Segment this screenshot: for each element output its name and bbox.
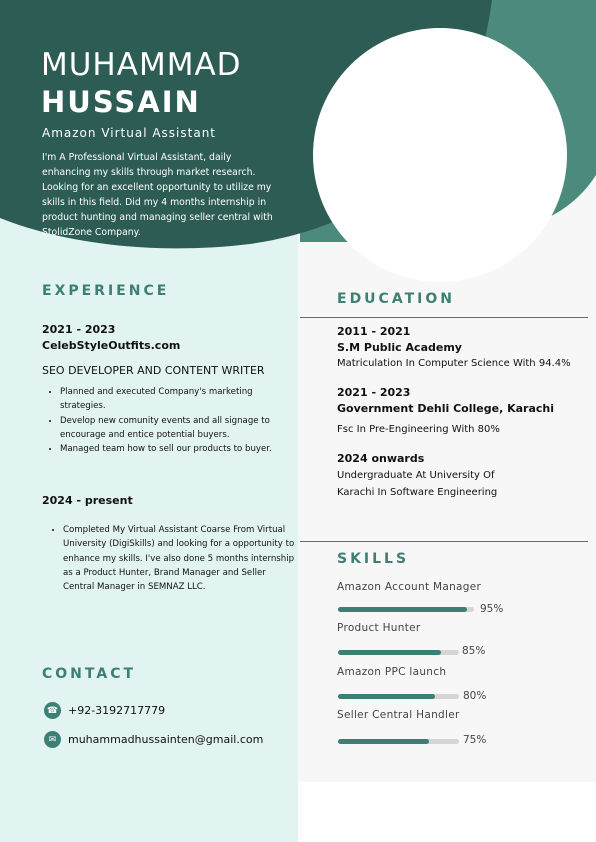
job-1-role: SEO DEVELOPER AND CONTENT WRITER bbox=[42, 364, 265, 377]
first-name: MUHAMMAD bbox=[41, 47, 242, 83]
edu-2-detail: Fsc In Pre-Engineering With 80% bbox=[337, 424, 500, 435]
last-name: HUSSAIN bbox=[41, 85, 201, 119]
list-item: • Completed My Virtual Assistant Coarse From Virtual University (DigiSkills) and looking for a opportunity to enhance my skills. I've also done 5 months internship as a Product Hunter, Brand Manager and Seller Central Manager in SEMNAZ LLC. bbox=[63, 523, 297, 594]
phone-icon: ☎ bbox=[44, 702, 61, 719]
contact-email-row bbox=[44, 731, 263, 748]
edu-3-period: 2024 onwards bbox=[337, 452, 425, 465]
list-item: • Managed team how to sell our products to buyer. bbox=[60, 442, 288, 456]
skill-4-track bbox=[338, 739, 459, 744]
skill-1-track bbox=[338, 607, 474, 612]
skill-1-fill bbox=[338, 607, 467, 612]
skill-3-fill bbox=[338, 694, 435, 699]
skill-4-fill bbox=[338, 739, 429, 744]
edu-1-school: S.M Public Academy bbox=[337, 341, 462, 354]
job-1-bullets bbox=[44, 385, 288, 456]
edu-1-detail: Matriculation In Computer Science With 94.4% bbox=[337, 358, 571, 369]
skill-3-percent: 80% bbox=[463, 690, 487, 702]
skills-heading: SKILLS bbox=[337, 551, 410, 567]
edu-2-school: Government Dehli College, Karachi bbox=[337, 402, 554, 415]
job-2-period: 2024 - present bbox=[42, 494, 133, 507]
skill-3-name: Amazon PPC launch bbox=[337, 666, 447, 678]
skill-2-percent: 85% bbox=[462, 645, 486, 657]
job-2-bullets bbox=[44, 523, 297, 594]
edu-2-period: 2021 - 2023 bbox=[337, 386, 411, 399]
job-1-period: 2021 - 2023 bbox=[42, 323, 116, 336]
edu-1-period: 2011 - 2021 bbox=[337, 325, 411, 338]
skill-2-name: Product Hunter bbox=[337, 622, 421, 634]
phone-number: +92-3192717779 bbox=[68, 704, 166, 717]
job-1-company: CelebStyleOutfits.com bbox=[42, 339, 181, 352]
skill-1-name: Amazon Account Manager bbox=[337, 581, 482, 593]
skill-3-track bbox=[338, 694, 459, 699]
skill-2-fill bbox=[338, 650, 441, 655]
about-text: I'm A Professional Virtual Assistant, daily enhancing my skills through market research. Looking for an excellent opportunity to utilize my skills in this field. Did my 4 months internship in product hunting and managing seller central with StolidZone Company. bbox=[42, 152, 273, 238]
education-divider bbox=[300, 317, 588, 318]
experience-heading: EXPERIENCE bbox=[42, 283, 170, 299]
skill-4-percent: 75% bbox=[463, 734, 487, 746]
contact-phone-row bbox=[44, 702, 165, 719]
list-item: • Planned and executed Company's marketing strategies. bbox=[60, 385, 288, 414]
job-title: Amazon Virtual Assistant bbox=[42, 126, 217, 140]
skill-1-percent: 95% bbox=[480, 603, 504, 615]
contact-heading: CONTACT bbox=[42, 666, 137, 682]
edu-3-detail-line-2: Karachi In Software Engineering bbox=[337, 487, 498, 498]
edu-3-detail-line-1: Undergraduate At University Of bbox=[337, 470, 495, 481]
education-heading: EDUCATION bbox=[337, 291, 455, 307]
profile-photo-placeholder bbox=[313, 28, 567, 282]
skill-4-name: Seller Central Handler bbox=[337, 709, 460, 721]
email-address: muhammadhussainten@gmail.com bbox=[68, 733, 264, 746]
list-item: • Develop new comunity events and all signage to encourage and entice potential buyers. bbox=[60, 414, 288, 443]
skill-2-track bbox=[338, 650, 459, 655]
mail-icon: ✉ bbox=[44, 731, 61, 748]
skills-divider bbox=[300, 541, 588, 542]
